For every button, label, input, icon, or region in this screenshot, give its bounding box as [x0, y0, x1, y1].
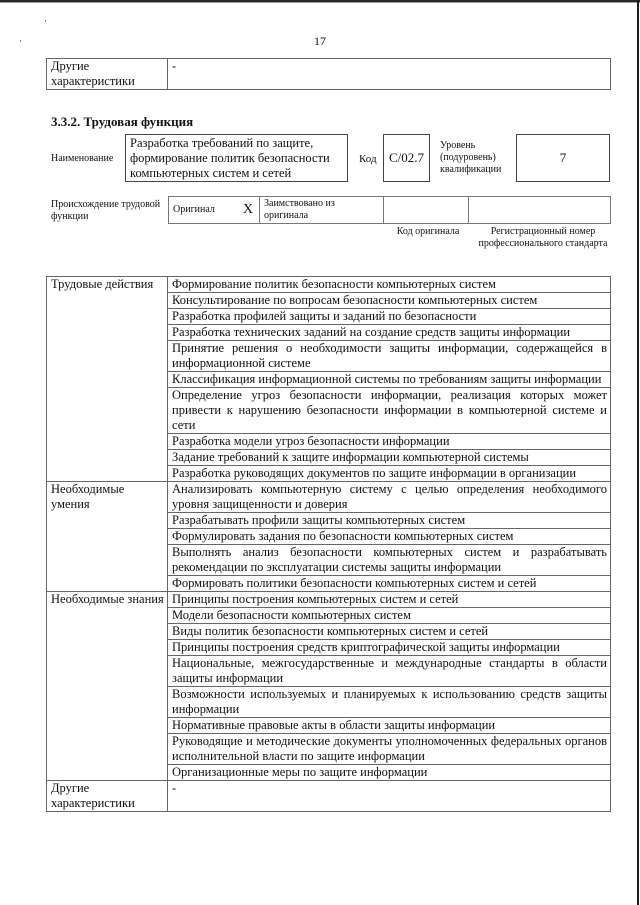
- table-row: [47, 277, 611, 293]
- borrowed-label: Заимствовано из оригинала: [260, 197, 384, 224]
- labor-action-item: Определение угроз безопасности информации, реализация которых может привести к нарушению безопасности информации в компьютерной системе и сети: [168, 388, 611, 434]
- skill-item: Разрабатывать профили защиты компьютерных систем: [168, 513, 611, 529]
- skill-item: Анализировать компьютерную систему с целью определения необходимого уровня защищенности и доверия: [168, 482, 611, 513]
- knowledge-item: Нормативные правовые акты в области защиты информации: [168, 718, 611, 734]
- knowledge-item: Руководящие и методические документы уполномоченных федеральных органов исполнительной власти по защите информации: [168, 734, 611, 765]
- labor-action-item: Формирование политик безопасности компьютерных систем: [168, 277, 611, 293]
- knowledge-item: Принципы построения средств криптографической защиты информации: [168, 640, 611, 656]
- code-label: Код: [359, 153, 377, 165]
- labor-function-table: [46, 276, 611, 812]
- labor-action-item: Разработка профилей защиты и заданий по безопасности: [168, 309, 611, 325]
- original-mark: X: [237, 197, 260, 224]
- other-characteristics-value: -: [168, 781, 611, 812]
- table-row: [47, 482, 611, 513]
- function-code-box: C/02.7: [383, 134, 430, 182]
- function-origin-label: Происхождение трудовой функции: [51, 199, 161, 222]
- knowledge-item: Организационные меры по защите информации: [168, 765, 611, 781]
- knowledge-item: Национальные, межгосударственные и международные стандарты в области защиты информации: [168, 656, 611, 687]
- labor-action-item: Классификация информационной системы по требованиям защиты информации: [168, 372, 611, 388]
- original-label: Оригинал: [169, 197, 238, 224]
- skill-item: Формировать политики безопасности компьютерных систем и сетей: [168, 576, 611, 592]
- qualification-level-label: Уровень (подуровень) квалификации: [440, 140, 502, 175]
- skill-item: Выполнять анализ безопасности компьютерных систем и разрабатывать рекомендации по эксплуатации системы защиты информации: [168, 545, 611, 576]
- knowledge-item: Возможности используемых и планируемых к использованию средств защиты информации: [168, 687, 611, 718]
- scan-edge-right: [637, 0, 639, 905]
- qualification-level-box: 7: [516, 134, 610, 182]
- labor-action-item: Задание требований к защите информации компьютерной системы: [168, 450, 611, 466]
- previous-other-characteristics-table: [46, 58, 611, 90]
- section-title: 3.3.2. Трудовая функция: [51, 114, 194, 129]
- labor-action-item: Разработка руководящих документов по защите информации в организации: [168, 466, 611, 482]
- scan-speck: [45, 20, 46, 22]
- name-label: Наименование: [51, 153, 114, 164]
- other-characteristics-label: Другие характеристики: [47, 59, 168, 90]
- required-knowledge-label: Необходимые знания: [47, 592, 168, 781]
- labor-action-item: Консультирование по вопросам безопасности компьютерных систем: [168, 293, 611, 309]
- required-skills-label: Необходимые умения: [47, 482, 168, 592]
- scan-edge-top-shadow: [0, 2, 640, 3]
- table-row: [47, 781, 611, 812]
- page-number: 17: [314, 34, 326, 48]
- table-row: [47, 59, 611, 90]
- registration-number-caption: Регистрационный номер профессионального стандарта: [478, 226, 608, 249]
- other-characteristics-value: -: [168, 59, 611, 90]
- function-name-box: Разработка требований по защите, формирование политик безопасности компьютерных систем и сетей: [125, 134, 348, 182]
- original-code-caption: Код оригинала: [396, 226, 460, 237]
- table-row: [169, 197, 611, 224]
- original-code-cell: [384, 197, 469, 224]
- labor-action-item: Разработка модели угроз безопасности информации: [168, 434, 611, 450]
- table-row: [47, 592, 611, 608]
- registration-number-cell: [469, 197, 611, 224]
- other-characteristics-label: Другие характеристики: [47, 781, 168, 812]
- skill-item: Формулировать задания по безопасности компьютерных систем: [168, 529, 611, 545]
- labor-action-item: Принятие решения о необходимости защиты информации, содержащейся в информационной системе: [168, 341, 611, 372]
- origin-table: [168, 196, 611, 224]
- knowledge-item: Виды политик безопасности компьютерных систем и сетей: [168, 624, 611, 640]
- labor-actions-label: Трудовые действия: [47, 277, 168, 482]
- knowledge-item: Принципы построения компьютерных систем и сетей: [168, 592, 611, 608]
- knowledge-item: Модели безопасности компьютерных систем: [168, 608, 611, 624]
- labor-action-item: Разработка технических заданий на создание средств защиты информации: [168, 325, 611, 341]
